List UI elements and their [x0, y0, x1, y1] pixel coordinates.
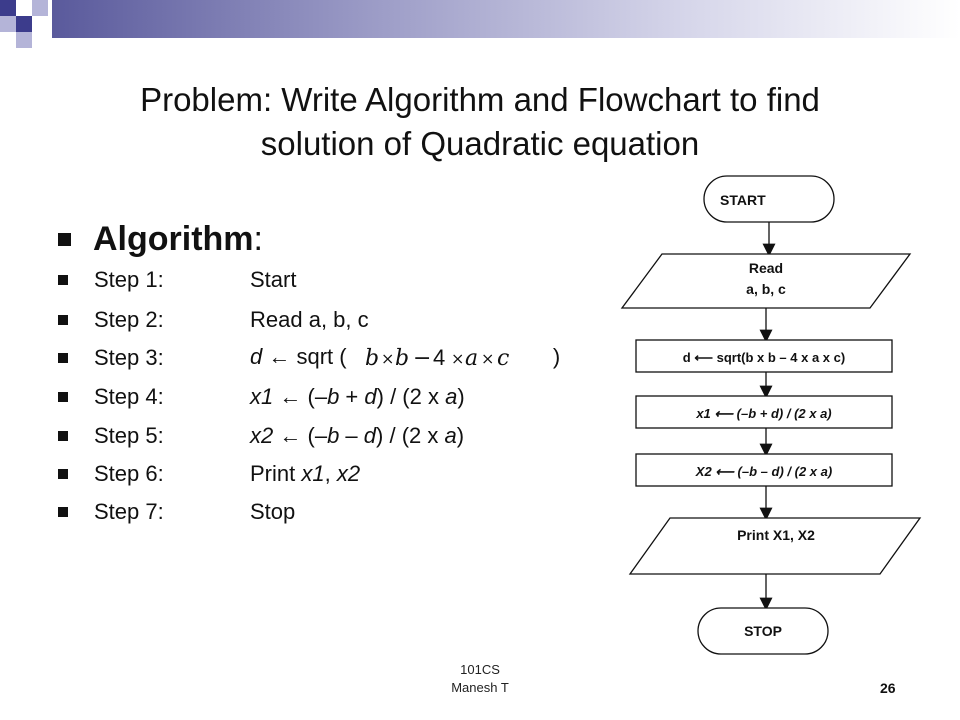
- eq-times-1: ×: [380, 349, 395, 369]
- step-value: [250, 344, 560, 372]
- algorithm-heading-text: Algorithm: [93, 219, 254, 258]
- print-word: Print: [250, 461, 302, 486]
- discriminant-equation: [357, 344, 543, 372]
- var-x1: x1: [250, 384, 274, 409]
- step-4: [58, 382, 465, 412]
- title-line-2: solution of Quadratic equation: [260, 125, 700, 162]
- expr-part: ) / (2 x: [376, 423, 445, 448]
- step-1: [58, 265, 296, 295]
- page-number: 26: [880, 680, 896, 696]
- var-d: d: [250, 343, 263, 369]
- step-label: Step 6:: [94, 461, 164, 486]
- read-label-line1: Read: [748, 260, 784, 276]
- eq-minus: −: [412, 346, 432, 372]
- footer-author: Manesh T: [451, 680, 509, 695]
- step-label: Step 3:: [94, 345, 164, 370]
- step-value: Stop: [250, 499, 296, 524]
- square-bullet-icon: [58, 507, 68, 517]
- square-bullet-icon: [58, 315, 68, 325]
- step-value: Start: [250, 267, 297, 292]
- func-close: ): [552, 343, 561, 369]
- var-a: a: [445, 384, 458, 409]
- algorithm-heading: [58, 214, 263, 264]
- algorithm-heading-colon: :: [253, 219, 263, 258]
- header-gradient-bar: [52, 0, 960, 38]
- expr-part: ): [457, 384, 465, 409]
- var-x2: x2: [336, 461, 361, 486]
- flowchart: [600, 170, 930, 660]
- var-b: b: [327, 423, 340, 448]
- expr-part: +: [339, 384, 365, 409]
- footer: [380, 661, 580, 697]
- var-d: d: [363, 423, 377, 448]
- square-bullet-icon: [58, 233, 71, 246]
- square-bullet-icon: [58, 275, 68, 285]
- step-value: [250, 461, 360, 487]
- start-label: START: [720, 192, 766, 208]
- footer-course: 101CS: [460, 662, 500, 677]
- var-x2: x2: [250, 423, 274, 448]
- eq-times-3: ×: [480, 349, 495, 369]
- step-label: Step 1:: [94, 267, 164, 292]
- square-bullet-icon: [58, 392, 68, 402]
- step-6: [58, 459, 360, 489]
- step-value: Read a, b, c: [250, 307, 369, 332]
- var-d: d: [364, 384, 377, 409]
- expr-part: (–: [307, 423, 328, 448]
- var-b: b: [327, 384, 340, 409]
- eq-c: c: [496, 346, 510, 372]
- eq-b2: b: [394, 346, 409, 372]
- step-5: [58, 421, 464, 451]
- title-line-1: Problem: Write Algorithm and Flowchart to find: [140, 81, 820, 118]
- square-bullet-icon: [58, 469, 68, 479]
- stop-label: STOP: [744, 623, 782, 639]
- compute-d-label: d ⟵ sqrt(b x b – 4 x a x c): [682, 350, 846, 365]
- expr-part: –: [339, 423, 364, 448]
- eq-b1: b: [364, 346, 379, 372]
- print-label: Print X1, X2: [737, 527, 815, 543]
- assign-arrow-icon: ←: [268, 343, 291, 369]
- assign-arrow-icon: ←: [279, 384, 302, 409]
- eq-a: a: [464, 346, 478, 372]
- separator: ,: [324, 461, 337, 486]
- eq-times-2: ×: [450, 349, 465, 369]
- step-value: [250, 384, 465, 410]
- square-bullet-icon: [58, 353, 68, 363]
- step-3: [58, 343, 560, 373]
- step-label: Step 7:: [94, 499, 164, 524]
- assign-arrow-icon: ←: [279, 423, 302, 448]
- square-bullet-icon: [58, 431, 68, 441]
- step-label: Step 4:: [94, 384, 164, 409]
- eq-four: 4: [432, 345, 445, 371]
- step-label: Step 5:: [94, 423, 164, 448]
- step-label: Step 2:: [94, 307, 164, 332]
- compute-x2-label: X2 ⟵ (–b – d) / (2 x a): [695, 464, 833, 479]
- algorithm-section: [58, 214, 263, 264]
- step-2: [58, 305, 369, 335]
- compute-x1-label: x1 ⟵ (–b + d) / (2 x a): [696, 406, 832, 421]
- expr-part: (–: [307, 384, 328, 409]
- read-label-line2: a, b, c: [746, 281, 786, 297]
- var-a: a: [444, 423, 457, 448]
- var-x1: x1: [301, 461, 325, 486]
- expr-part: ) / (2 x: [376, 384, 446, 409]
- expr-part: ): [456, 423, 465, 448]
- step-7: [58, 497, 295, 527]
- slide-title: [40, 78, 920, 166]
- func-sqrt: sqrt (: [296, 343, 347, 369]
- step-value: [250, 423, 464, 449]
